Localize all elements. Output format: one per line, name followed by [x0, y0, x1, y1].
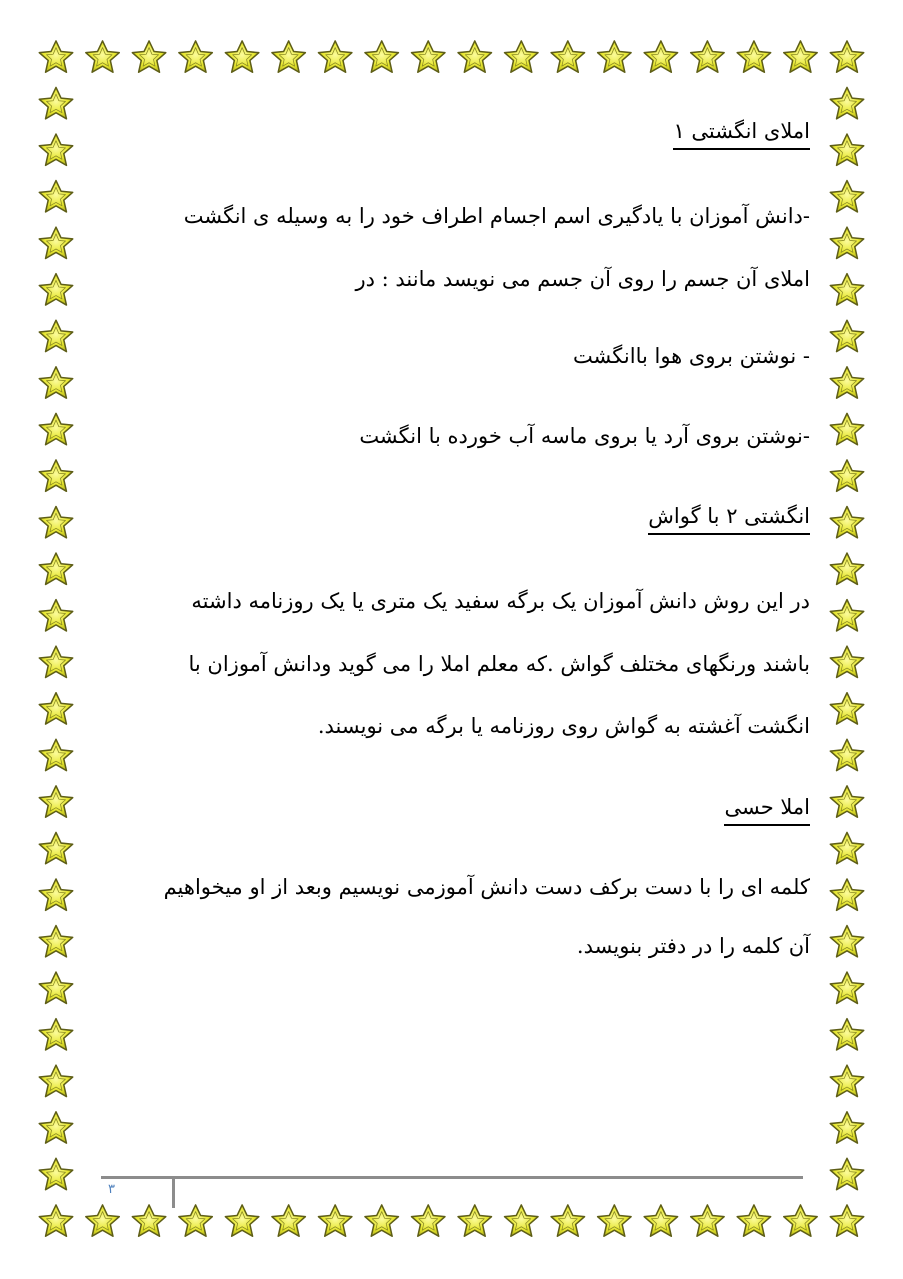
star-icon: [830, 646, 863, 677]
star-icon: [39, 1065, 72, 1096]
star-icon: [830, 879, 863, 910]
star-icon: [830, 832, 863, 863]
star-icon: [39, 739, 72, 770]
star-icon: [86, 41, 119, 72]
heading-finger-spelling-2: انگشتی ۲ با گواش: [648, 505, 810, 535]
star-icon: [39, 1112, 72, 1143]
star-icon: [39, 1158, 72, 1189]
star-icon: [830, 413, 863, 444]
star-icon: [830, 41, 863, 72]
star-icon: [39, 926, 72, 957]
document-body: [130, 0, 810, 1279]
star-icon: [39, 320, 72, 351]
star-icon: [830, 786, 863, 817]
star-icon: [39, 1205, 72, 1236]
star-icon: [39, 413, 72, 444]
star-icon: [830, 926, 863, 957]
star-icon: [830, 181, 863, 212]
star-icon: [830, 274, 863, 305]
star-icon: [830, 460, 863, 491]
list-item: -نوشتن بروی آرد یا بروی ماسه آب خورده با انگشت: [359, 424, 810, 448]
star-icon: [830, 553, 863, 584]
paragraph-line: کلمه ای را با دست برکف دست دانش آموزمی نویسیم وبعد از او میخواهیم: [163, 875, 810, 899]
star-icon: [39, 646, 72, 677]
paragraph-line: انگشت آغشته به گواش روی روزنامه یا برگه می نویسند.: [317, 714, 810, 738]
paragraph-line: -دانش آموزان با یادگیری اسم اجسام اطراف خود را به وسیله ی انگشت: [183, 204, 810, 228]
paragraph-line: آن کلمه را در دفتر بنویسد.: [576, 934, 810, 958]
paragraph-line: باشند ورنگهای مختلف گواش .که معلم املا را می گوید ودانش آموزان با: [188, 652, 810, 676]
star-icon: [830, 87, 863, 118]
star-icon: [830, 367, 863, 398]
star-icon: [830, 693, 863, 724]
star-icon: [39, 274, 72, 305]
star-icon: [39, 507, 72, 538]
star-icon: [830, 1065, 863, 1096]
star-icon: [830, 507, 863, 538]
star-icon: [830, 1205, 863, 1236]
star-icon: [39, 367, 72, 398]
star-icon: [39, 600, 72, 631]
paragraph-line: در این روش دانش آموزان یک برگه سفید یک متری یا یک روزنامه داشته: [191, 589, 810, 613]
star-icon: [830, 1112, 863, 1143]
list-item: - نوشتن بروی هوا باانگشت: [572, 344, 810, 368]
star-icon: [830, 134, 863, 165]
star-icon: [830, 972, 863, 1003]
heading-finger-spelling-1: املای انگشتی ۱: [673, 120, 810, 150]
star-icon: [39, 832, 72, 863]
star-icon: [830, 227, 863, 258]
star-icon: [39, 786, 72, 817]
star-icon: [830, 1158, 863, 1189]
star-icon: [39, 553, 72, 584]
footer-divider-tick: [172, 1178, 175, 1208]
star-icon: [830, 1019, 863, 1050]
page-number: ۳: [108, 1182, 115, 1197]
star-icon: [39, 972, 72, 1003]
star-icon: [39, 87, 72, 118]
star-icon: [830, 600, 863, 631]
star-icon: [39, 134, 72, 165]
heading-sensory-spelling: املا حسی: [724, 796, 810, 826]
star-icon: [39, 879, 72, 910]
star-icon: [830, 320, 863, 351]
footer-rule: [101, 1176, 803, 1179]
star-icon: [39, 693, 72, 724]
star-icon: [39, 227, 72, 258]
star-icon: [39, 460, 72, 491]
star-icon: [39, 41, 72, 72]
paragraph-line: املای آن جسم را روی آن جسم می نویسد مانند : در: [355, 267, 810, 291]
star-icon: [39, 181, 72, 212]
star-icon: [86, 1205, 119, 1236]
star-icon: [39, 1019, 72, 1050]
star-icon: [830, 739, 863, 770]
